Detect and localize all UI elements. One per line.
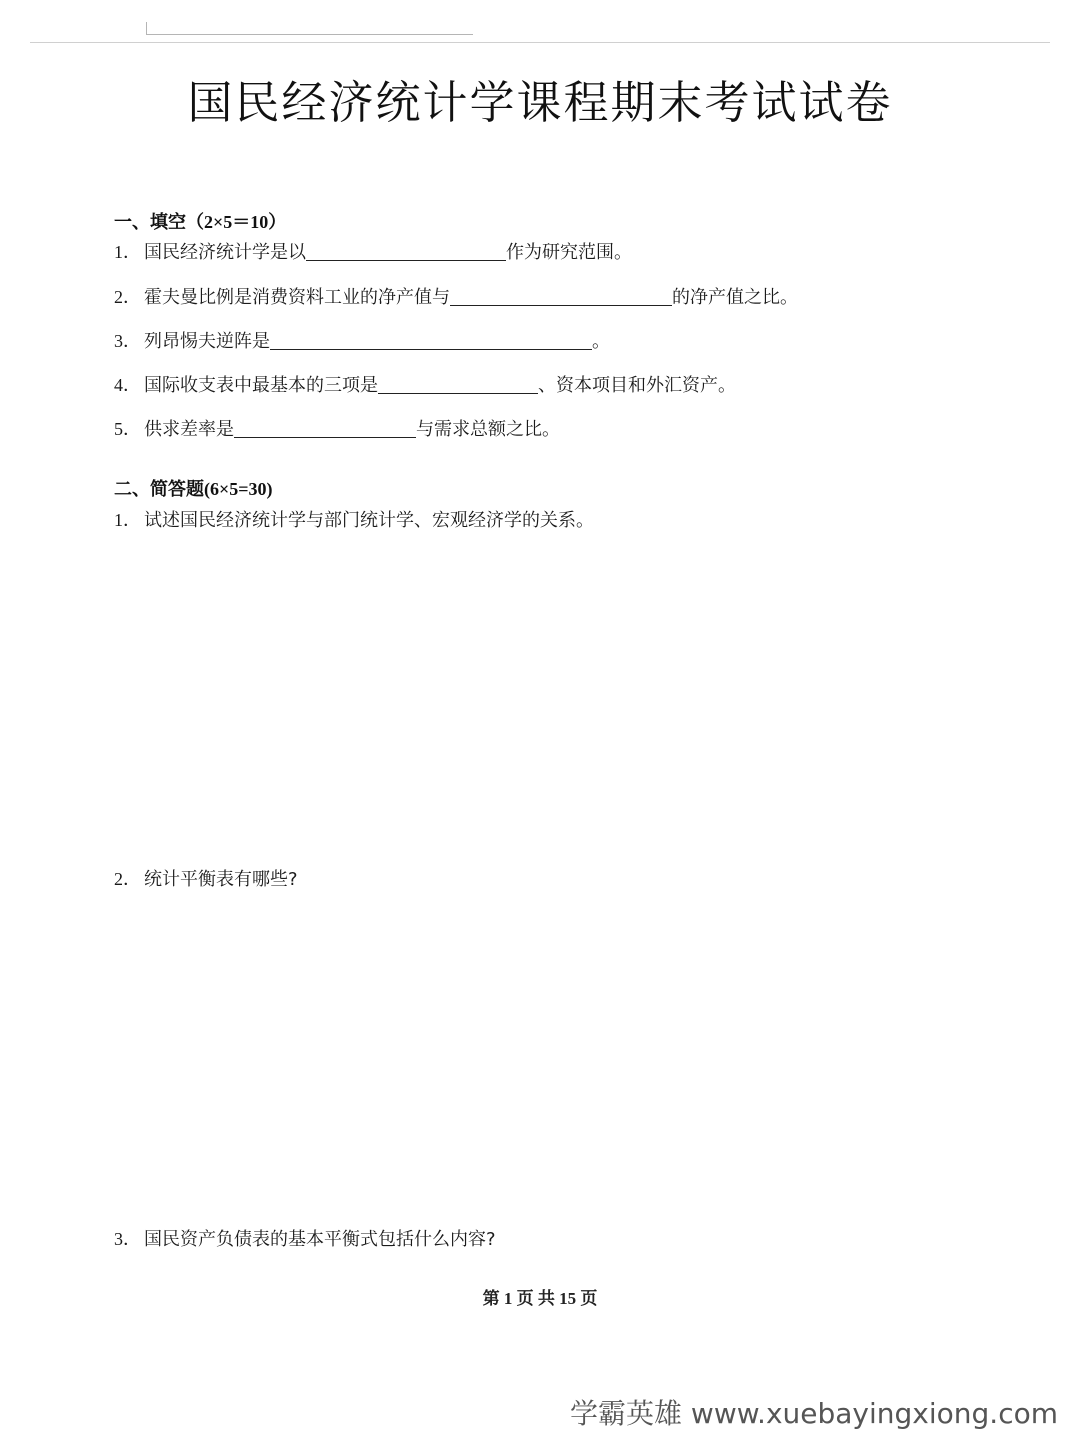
- section1-heading-text: 一、填空: [114, 212, 186, 233]
- site-watermark: 学霸英雄 www.xuebayingxiong.com: [570, 1397, 1058, 1430]
- question-text-after: 的净产值之比。: [672, 287, 798, 308]
- answer-blank[interactable]: [234, 419, 416, 438]
- section2-heading-text: 二、简答题: [114, 479, 204, 500]
- section1-heading: [114, 208, 286, 234]
- short-question-2: [114, 865, 298, 891]
- question-number: 4．: [114, 375, 141, 395]
- answer-blank[interactable]: [270, 331, 592, 350]
- question-number: 3．: [114, 1229, 141, 1249]
- question-text-before: 国民经济统计学是以: [144, 242, 306, 263]
- question-text-before: 列昂惕夫逆阵是: [144, 331, 270, 352]
- section2-heading: [114, 475, 273, 501]
- fill-question-3: [114, 327, 610, 353]
- question-text: 国民资产负债表的基本平衡式包括什么内容?: [144, 1229, 496, 1250]
- question-text-before: 供求差率是: [144, 419, 234, 440]
- question-number: 2．: [114, 287, 141, 307]
- question-text-after: 与需求总额之比。: [416, 419, 560, 440]
- question-text-before: 国际收支表中最基本的三项是: [144, 375, 378, 396]
- section2-score: (6×5=30): [204, 479, 273, 499]
- answer-blank[interactable]: [306, 242, 506, 261]
- question-text: 统计平衡表有哪些?: [144, 869, 298, 890]
- answer-blank[interactable]: [378, 375, 538, 394]
- header-margin-mark: [146, 22, 473, 35]
- header-rule: [30, 42, 1050, 43]
- question-number: 3．: [114, 331, 141, 351]
- page-number: 第 1 页 共 15 页: [482, 1289, 598, 1308]
- short-question-3: [114, 1225, 496, 1251]
- page-title: 国民经济统计学课程期末考试试卷: [187, 76, 893, 129]
- short-question-1: [114, 506, 594, 532]
- question-number: 1．: [114, 242, 141, 262]
- question-text: 试述国民经济统计学与部门统计学、宏观经济学的关系。: [144, 510, 594, 531]
- question-text-after: 、资本项目和外汇资产。: [538, 375, 736, 396]
- fill-question-2: [114, 283, 798, 309]
- question-number: 5．: [114, 419, 141, 439]
- question-text-after: 。: [592, 331, 610, 352]
- fill-question-5: [114, 415, 560, 441]
- question-text-before: 霍夫曼比例是消费资料工业的净产值与: [144, 287, 450, 308]
- answer-blank[interactable]: [450, 287, 672, 306]
- question-number: 1．: [114, 510, 141, 530]
- question-text-after: 作为研究范围。: [506, 242, 632, 263]
- question-number: 2．: [114, 869, 141, 889]
- section1-score: （2×5＝10）: [186, 212, 287, 232]
- fill-question-1: [114, 238, 632, 264]
- fill-question-4: [114, 371, 736, 397]
